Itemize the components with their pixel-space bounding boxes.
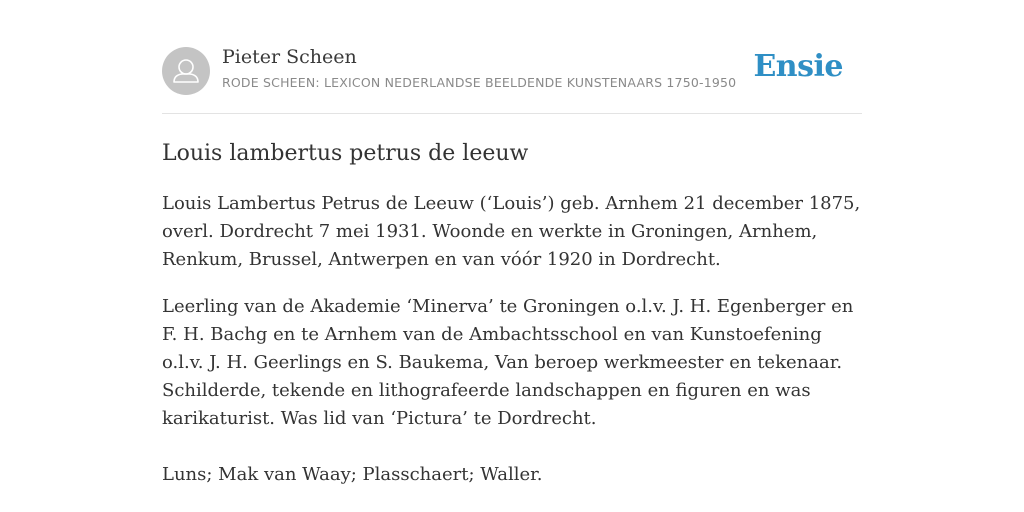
article-paragraph: Leerling van de Akademie ‘Minerva’ te Groningen o.l.v. J. H. Egenberger en F. H. Bachg en te Arnhem van de Ambachtsschool en van Kunstoefening o.l.v. J. H. Geerlings en S. Baukema, Van beroep werkmeester en tekenaar. Schilderde, tekende en lithografeerde landschappen en figuren en was karikaturist. Was lid van ‘Pictura’ te Dordrecht. [162, 296, 854, 429]
ensie-logo[interactable]: Ensie [753, 49, 843, 84]
article-references: Luns; Mak van Waay; Plasschaert; Waller. [162, 464, 543, 485]
user-avatar-icon[interactable] [162, 47, 210, 95]
author-name[interactable]: Pieter Scheen [222, 46, 357, 68]
article-header [162, 40, 862, 114]
source-title[interactable]: RODE SCHEEN: LEXICON NEDERLANDSE BEELDENDE KUNSTENAARS 1750-1950 [222, 75, 737, 90]
article-paragraph: Louis Lambertus Petrus de Leeuw (‘Louis’) geb. Arnhem 21 december 1875, overl. Dordrecht 7 mei 1931. Woonde en werkte in Groningen, Arnhem, Renkum, Brussel, Antwerpen en van vóór 1920 in Dordrecht. [162, 193, 861, 270]
article-title: Louis lambertus petrus de leeuw [162, 141, 529, 166]
article-card [162, 40, 862, 489]
